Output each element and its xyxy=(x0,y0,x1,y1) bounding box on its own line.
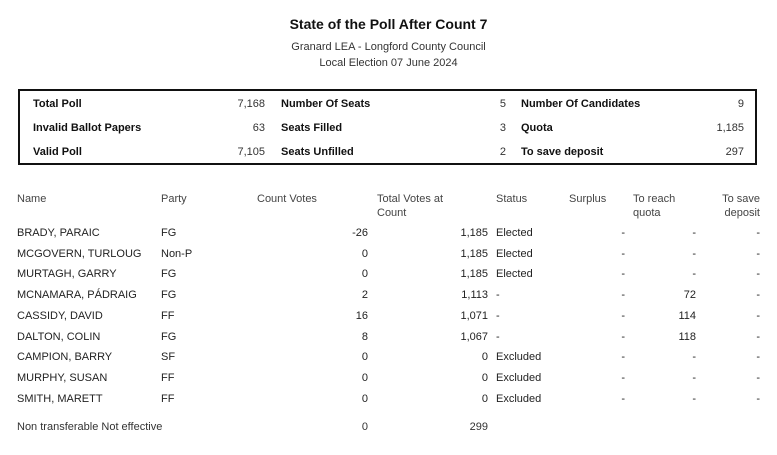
column-header-status: Status xyxy=(496,193,528,205)
cell-name: CASSIDY, DAVID xyxy=(17,309,103,322)
cell-name: MURTAGH, GARRY xyxy=(17,268,117,281)
column-header-to-save-line2: deposit xyxy=(724,207,760,219)
cell-status: Excluded xyxy=(496,371,542,384)
cell-count-votes: 16 xyxy=(355,309,368,322)
cell-to-save-deposit: - xyxy=(756,351,760,364)
cell-count-votes: 0 xyxy=(361,268,368,281)
cell-count-votes: 0 xyxy=(361,392,368,405)
column-header-to-reach-line2: quota xyxy=(633,207,661,219)
page-subtitle-election: Local Election 07 June 2024 xyxy=(319,57,458,69)
column-header-name: Name xyxy=(17,193,47,205)
cell-total-votes: 0 xyxy=(481,351,488,364)
cell-status: Elected xyxy=(496,247,533,260)
cell-count-votes: 0 xyxy=(361,371,368,384)
summary-label: Number Of Candidates xyxy=(521,98,641,110)
cell-to-reach-quota: 118 xyxy=(678,330,696,343)
cell-status: - xyxy=(496,289,500,302)
cell-status: Excluded xyxy=(496,392,542,405)
cell-count-votes: 0 xyxy=(361,247,368,260)
summary-value: 7,168 xyxy=(237,98,265,110)
column-header-to-reach-quota xyxy=(633,192,675,220)
column-header-party: Party xyxy=(161,193,187,205)
column-header-to-save-deposit xyxy=(700,192,760,220)
summary-label: Seats Unfilled xyxy=(281,146,354,158)
column-header-total-votes xyxy=(377,192,443,220)
summary-label: Seats Filled xyxy=(281,122,343,134)
column-header-to-reach-line1: To reach xyxy=(633,193,676,205)
cell-party: FF xyxy=(161,371,175,384)
cell-surplus: - xyxy=(621,309,625,322)
summary-value: 3 xyxy=(499,122,506,134)
cell-party: SF xyxy=(161,351,176,364)
cell-name: CAMPION, BARRY xyxy=(17,351,113,364)
summary-label: Number Of Seats xyxy=(281,98,371,110)
summary-value: 63 xyxy=(252,122,265,134)
cell-to-reach-quota: - xyxy=(692,351,696,364)
cell-name: BRADY, PARAIC xyxy=(17,227,100,239)
cell-party: FF xyxy=(161,309,175,322)
summary-value: 297 xyxy=(725,146,744,158)
cell-party: FG xyxy=(161,268,177,281)
page-subtitle-council: Granard LEA - Longford County Council xyxy=(291,41,486,53)
cell-to-save-deposit: - xyxy=(756,309,760,322)
column-header-count-votes: Count Votes xyxy=(257,193,317,205)
cell-surplus: - xyxy=(621,227,625,239)
cell-total-votes: 1,067 xyxy=(460,330,488,343)
cell-surplus: - xyxy=(621,351,625,364)
column-header-total-votes-line1: Total Votes at xyxy=(377,193,444,205)
cell-total-votes: 1,185 xyxy=(460,268,488,281)
cell-party: FG xyxy=(161,289,177,302)
cell-to-reach-quota: - xyxy=(692,227,696,239)
cell-count-votes: 8 xyxy=(361,330,368,343)
cell-party: FF xyxy=(161,392,175,405)
cell-surplus: - xyxy=(621,392,625,405)
non-transferable-count-votes: 0 xyxy=(361,421,368,433)
cell-surplus: - xyxy=(621,371,625,384)
cell-party: Non-P xyxy=(161,247,193,260)
cell-status: Elected xyxy=(496,227,533,239)
cell-total-votes: 0 xyxy=(481,392,488,405)
cell-total-votes: 1,185 xyxy=(460,227,488,239)
summary-value: 1,185 xyxy=(716,122,744,134)
summary-label: Invalid Ballot Papers xyxy=(33,122,142,134)
cell-name: SMITH, MARETT xyxy=(17,392,103,405)
cell-to-save-deposit: - xyxy=(756,268,760,281)
summary-value: 2 xyxy=(499,146,506,158)
cell-to-reach-quota: 114 xyxy=(678,309,696,322)
cell-to-reach-quota: - xyxy=(692,268,696,281)
cell-to-save-deposit: - xyxy=(756,247,760,260)
cell-to-reach-quota: - xyxy=(692,371,696,384)
cell-to-reach-quota: - xyxy=(692,392,696,405)
summary-label: Total Poll xyxy=(33,98,82,110)
cell-count-votes: 0 xyxy=(361,351,368,364)
summary-value: 7,105 xyxy=(237,146,265,158)
summary-value: 9 xyxy=(737,98,744,110)
cell-total-votes: 0 xyxy=(481,371,488,384)
cell-to-reach-quota: - xyxy=(692,247,696,260)
column-header-surplus: Surplus xyxy=(569,193,607,205)
cell-to-reach-quota: 72 xyxy=(683,289,696,302)
cell-to-save-deposit: - xyxy=(756,227,760,239)
cell-status: Excluded xyxy=(496,351,542,364)
cell-name: MURPHY, SUSAN xyxy=(17,371,108,384)
summary-label: Valid Poll xyxy=(33,146,82,158)
column-header-total-votes-line2: Count xyxy=(377,207,407,219)
cell-to-save-deposit: - xyxy=(756,330,760,343)
cell-status: - xyxy=(496,309,500,322)
cell-total-votes: 1,113 xyxy=(461,289,488,302)
non-transferable-total: 299 xyxy=(469,421,488,433)
page-title: State of the Poll After Count 7 xyxy=(289,16,488,32)
cell-total-votes: 1,071 xyxy=(460,309,488,322)
cell-name: MCGOVERN, TURLOUG xyxy=(17,247,142,260)
summary-label: Quota xyxy=(521,122,553,134)
summary-box xyxy=(18,89,757,165)
cell-surplus: - xyxy=(621,289,625,302)
cell-name: DALTON, COLIN xyxy=(17,330,101,343)
summary-value: 5 xyxy=(499,98,506,110)
cell-party: FG xyxy=(161,227,177,239)
cell-surplus: - xyxy=(621,247,625,260)
cell-name: MCNAMARA, PÁDRAIG xyxy=(17,289,137,302)
cell-count-votes: 2 xyxy=(361,289,368,302)
cell-status: Elected xyxy=(496,268,533,281)
summary-label: To save deposit xyxy=(521,146,604,158)
cell-status: - xyxy=(496,330,500,343)
cell-party: FG xyxy=(161,330,177,343)
cell-surplus: - xyxy=(621,268,625,281)
column-header-to-save-line1: To save xyxy=(722,193,760,205)
non-transferable-label: Non transferable Not effective xyxy=(17,421,163,433)
cell-count-votes: -26 xyxy=(352,227,368,239)
cell-to-save-deposit: - xyxy=(756,289,760,302)
cell-to-save-deposit: - xyxy=(756,392,760,405)
cell-total-votes: 1,185 xyxy=(460,247,488,260)
cell-surplus: - xyxy=(621,330,625,343)
cell-to-save-deposit: - xyxy=(756,371,760,384)
